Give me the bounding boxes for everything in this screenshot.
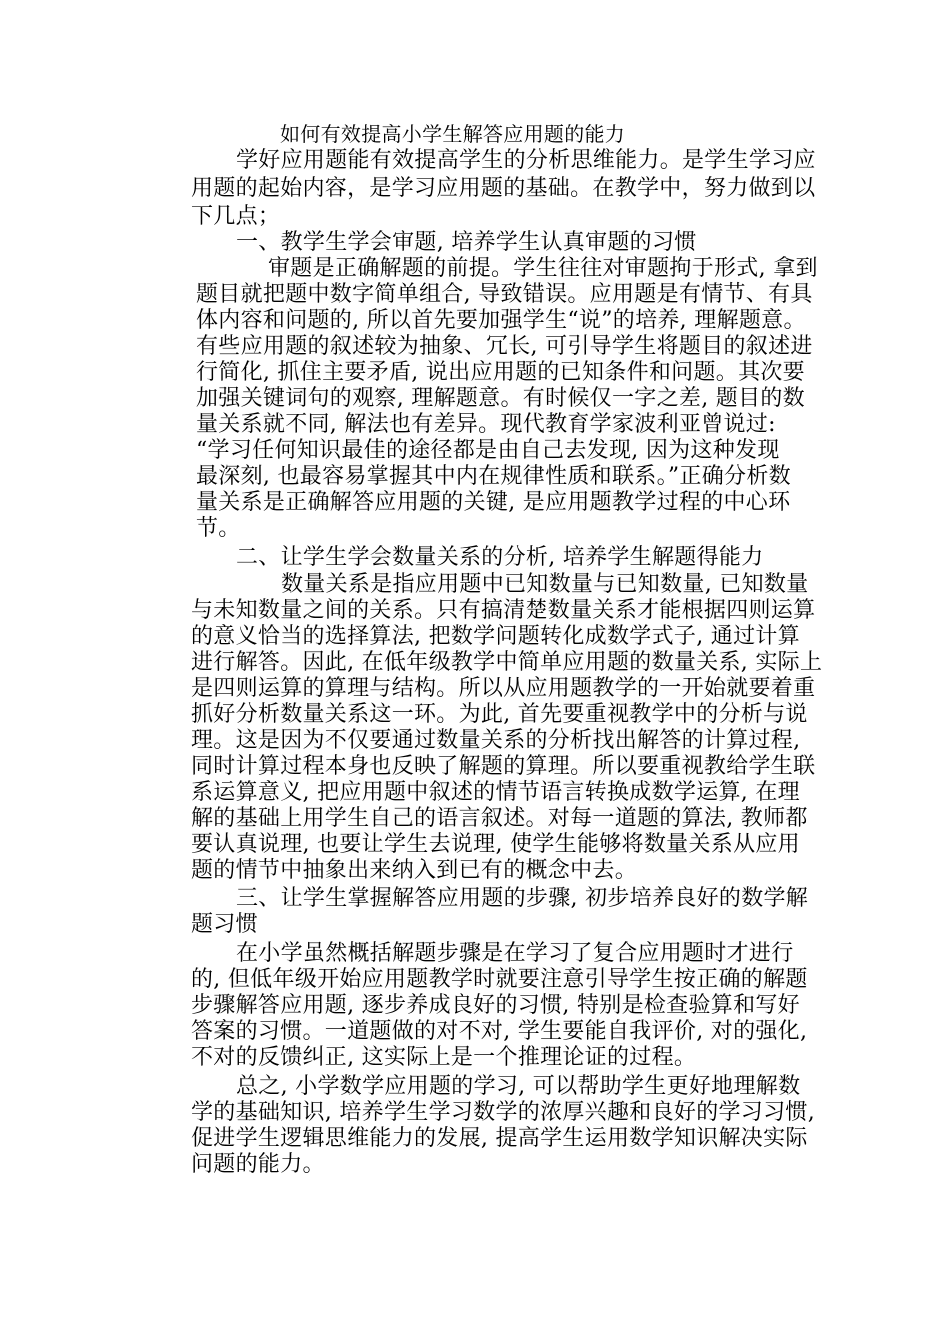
document-title: 如何有效提高小学生解答应用题的能力 — [280, 122, 626, 146]
section2-line: 与未知数量之间的关系。只有搞清楚数量关系才能根据四则运算 — [191, 598, 816, 623]
section2-line: 同时计算过程本身也反映了解题的算理。所以要重视教给学生联 — [191, 754, 816, 779]
section1-line: 题目就把题中数字简单组合, 导致错误。应用题是有情节、有具 — [196, 282, 813, 307]
section1-line: 有些应用题的叙述较为抽象、冗长, 可引导学生将题目的叙述进 — [196, 334, 813, 359]
section1-line: 行简化, 抓住主要矛盾, 说出应用题的已知条件和问题。其次要 — [196, 360, 805, 385]
intro-line: 用题的起始内容，是学习应用题的基础。在教学中，努力做到以 — [191, 176, 816, 201]
section1-line: 体内容和问题的, 所以首先要加强学生“说”的培养, 理解题意。 — [196, 308, 806, 333]
section3-line: 在小学虽然概括解题步骤是在学习了复合应用题时才进行 — [236, 941, 794, 966]
section2-line: 题的情节中抽象出来纳入到已有的概念中去。 — [191, 858, 638, 883]
section2-line: 是四则运算的算理与结构。所以从应用题教学的一开始就要着重 — [191, 676, 816, 701]
section1-heading: 一、教学生学会审题, 培养学生认真审题的习惯 — [236, 230, 697, 255]
section1-line: 最深刻, 也最容易掌握其中内在规律性质和联系。”正确分析数 — [196, 464, 791, 489]
section3-heading: 三、让学生掌握解答应用题的步骤, 初步培养良好的数学解 — [236, 886, 809, 911]
conclusion-line: 促进学生逻辑思维能力的发展, 提高学生运用数学知识解决实际 — [191, 1126, 808, 1151]
conclusion-line: 总之, 小学数学应用题的学习, 可以帮助学生更好地理解数 — [236, 1074, 801, 1099]
section2-line: 要认真说理, 也要让学生去说理, 使学生能够将数量关系从应用 — [191, 832, 800, 857]
section2-line: 的意义恰当的选择算法, 把数学问题转化成数学式子, 通过计算 — [191, 624, 800, 649]
section2-line: 数量关系是指应用题中已知数量与已知数量, 已知数量 — [281, 572, 809, 597]
section1-line: 量关系是正确解答应用题的关键, 是应用题教学过程的中心环 — [196, 490, 791, 515]
intro-line: 下几点； — [191, 204, 281, 229]
intro-line: 学好应用题能有效提高学生的分析思维能力。是学生学习应 — [236, 148, 816, 173]
section1-line: 量关系就不同, 解法也有差异。现代教育学家波利亚曾说过: — [196, 412, 776, 437]
section2-line: 进行解答。因此, 在低年级教学中简单应用题的数量关系, 实际上 — [191, 650, 823, 675]
section3-line: 不对的反馈纠正, 这实际上是一个推理论证的过程。 — [191, 1045, 697, 1070]
section1-line: 加强关键词句的观察, 理解题意。有时候仅一字之差, 题目的数 — [196, 386, 805, 411]
section2-heading: 二、让学生学会数量关系的分析, 培养学生解题得能力 — [236, 545, 764, 570]
section3-heading: 题习惯 — [191, 912, 258, 937]
section1-line: “学习任何知识最佳的途径都是由自己去发现, 因为这种发现 — [196, 438, 780, 463]
conclusion-line: 问题的能力。 — [191, 1152, 325, 1177]
section2-line: 抓好分析数量关系这一环。为此, 首先要重视教学中的分析与说 — [191, 702, 808, 727]
section1-line: 节。 — [196, 516, 241, 541]
section2-line: 解的基础上用学生自己的语言叙述。对每一道题的算法, 教师都 — [191, 806, 808, 831]
conclusion-line: 学的基础知识, 培养学生学习数学的浓厚兴趣和良好的学习习惯, — [191, 1100, 815, 1125]
section3-line: 答案的习惯。一道题做的对不对, 学生要能自我评价, 对的强化, — [191, 1019, 808, 1044]
section3-line: 的, 但低年级开始应用题教学时就要注意引导学生按正确的解题 — [191, 967, 808, 992]
section1-line: 审题是正确解题的前提。学生往往对审题拘于形式, 拿到 — [268, 256, 818, 281]
section2-line: 理。这是因为不仅要通过数量关系的分析找出解答的计算过程, — [191, 728, 801, 753]
section3-line: 步骤解答应用题, 逐步养成良好的习惯, 特别是检查验算和写好 — [191, 993, 800, 1018]
section2-line: 系运算意义, 把应用题中叙述的情节语言转换成数学运算, 在理 — [191, 780, 800, 805]
